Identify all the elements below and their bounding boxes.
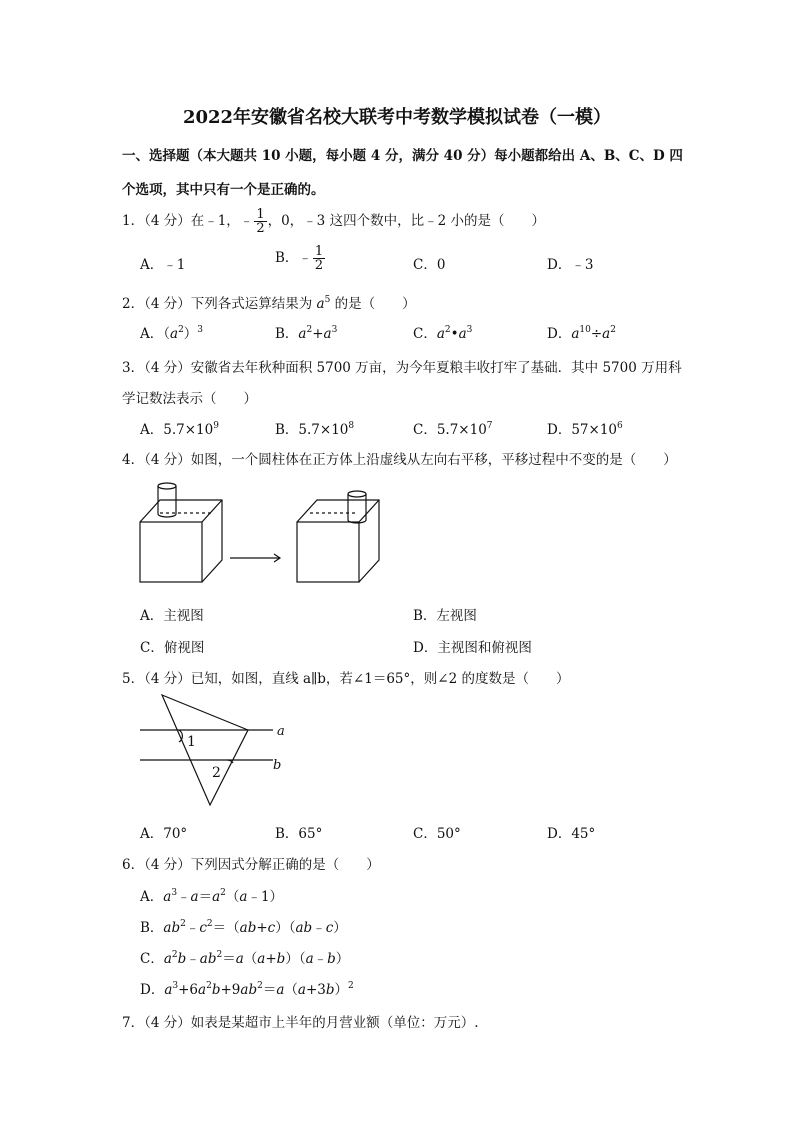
left-cube-front	[140, 522, 202, 582]
q2-option-a-inner-exp: 2	[178, 325, 184, 335]
parallel-lines-triangle-figure	[135, 693, 300, 813]
q3-option-c-text: C．5.7×10	[413, 422, 487, 438]
q2-stem-suffix: 的是（ ）	[330, 296, 416, 312]
line-a-label: a	[277, 724, 285, 739]
question-7-stem: 7．（4 分）如表是某超市上半年的月营业额（单位：万元）.	[122, 1015, 479, 1031]
q4-option-a: A．主视图	[140, 608, 204, 624]
page-title: 2022年安徽省名校大联考中考数学模拟试卷（一模）	[182, 107, 612, 128]
q3-option-c-exp: 7	[486, 421, 493, 431]
section-heading-line1: 一、选择题（本大题共 10 小题，每小题 4 分，满分 40 分）每小题都给出 A、B、C、D 四	[122, 148, 683, 164]
q1-frac-num: 1	[256, 207, 265, 222]
q1-option-b-num: 1	[314, 244, 324, 259]
q3-option-a-text: A．5.7×10	[140, 422, 214, 438]
q5-option-d: D．45°	[547, 826, 596, 842]
q6-option-d: D．$a^3+6a^2b+9ab^2=a(a+3b)^2$	[140, 981, 354, 998]
q4-option-b: B．左视图	[413, 608, 477, 624]
q2-option-a: A．$(a^2)^3$	[140, 325, 204, 342]
q3-option-d-text: D．57×10	[547, 422, 617, 438]
q4-option-d: D．主视图和俯视图	[413, 640, 532, 656]
question-4-stem: 4．（4 分）如图，一个圆柱体在正方体上沿虚线从左向右平移，平移过程中不变的是（ ）	[122, 452, 677, 468]
q1-frac-den: 2	[256, 221, 265, 236]
q1-option-a: A．﹣1	[140, 257, 186, 273]
angle-2-label: 2	[212, 765, 221, 781]
q6-option-a: A．$a^3﹣a=a^2(a﹣1)$	[140, 888, 284, 905]
q1-option-d: D．﹣3	[547, 257, 594, 273]
q2-stem-base: a	[316, 296, 325, 312]
line-b-label: b	[273, 758, 282, 773]
q2-option-a-base: a	[170, 326, 179, 342]
q3-option-d-exp: 6	[617, 421, 623, 431]
angle-1-label: 1	[187, 734, 196, 750]
q1-frac-sign: ﹣	[239, 213, 254, 229]
q2-option-c-label: C．	[413, 326, 437, 342]
q5-option-b: B．65°	[275, 826, 323, 842]
q2-option-a-outer-exp: 3	[197, 325, 204, 335]
right-cube-front	[297, 522, 359, 582]
q3-option-d	[547, 418, 623, 438]
q1-option-b-label: B．	[275, 250, 299, 266]
q1-option-b-fraction	[313, 245, 325, 272]
q2-option-a-label: A．	[140, 326, 164, 342]
q2-option-d-label: D．	[547, 326, 572, 342]
q2-stem-exp: 5	[324, 295, 331, 305]
section-heading-line2: 个选项，其中只有一个是正确的。	[122, 182, 325, 198]
q3-option-a	[140, 418, 219, 438]
question-3-stem-line2: 学记数法表示（ ）	[122, 391, 257, 407]
q2-option-b: B．$a^2+a^3$	[275, 325, 338, 342]
q2-option-c: C．$a^2•a^3$	[413, 325, 473, 342]
question-2-stem	[122, 292, 416, 312]
question-6-stem: 6．（4 分）下列因式分解正确的是（ ）	[122, 857, 380, 873]
q1-option-b	[275, 245, 326, 272]
question-3-stem-line1: 3．（4 分）安徽省去年秋种面积 5700 万亩，为今年夏粮丰收打牢了基础．其中 5700 万用科	[122, 360, 682, 376]
q6-option-b: B．$ab^2﹣c^2=(ab+c)(ab﹣c)$	[140, 919, 347, 936]
q5-option-a: A．70°	[140, 826, 188, 842]
q5-option-c: C．50°	[413, 826, 461, 842]
q3-option-a-exp: 9	[213, 421, 219, 431]
q6-option-c: C．$a^2b﹣ab^2=a(a+b)(a﹣b)$	[140, 950, 350, 967]
q4-option-c: C．俯视图	[140, 640, 205, 656]
q1-prefix: 1．（4 分）在﹣1，	[122, 213, 240, 229]
q3-option-c	[413, 418, 493, 438]
cube-cylinder-figure	[130, 478, 390, 593]
q1-fraction	[254, 208, 266, 235]
q2-stem-prefix: 2．（4 分）下列各式运算结果为	[122, 296, 317, 312]
question-1-stem	[122, 208, 545, 235]
q2-option-b-label: B．	[275, 326, 299, 342]
q3-option-b-text: B．5.7×10	[275, 422, 349, 438]
q1-suffix: ，0，﹣3 这四个数中，比﹣2 小的是（ ）	[267, 213, 545, 229]
left-cube-top-side	[140, 500, 222, 582]
triangle	[162, 695, 248, 805]
q3-option-b-exp: 8	[348, 421, 355, 431]
q1-option-b-sign: ﹣	[298, 250, 312, 266]
q1-option-c: C．0	[413, 257, 446, 273]
question-5-stem: 5．（4 分）已知，如图，直线 a∥b，若∠1＝65°，则∠2 的度数是（ ）	[122, 671, 570, 687]
q2-option-d: D．$a^{10}\div a^2$	[547, 325, 616, 342]
q1-option-b-den: 2	[314, 258, 324, 273]
q3-option-b	[275, 418, 354, 438]
